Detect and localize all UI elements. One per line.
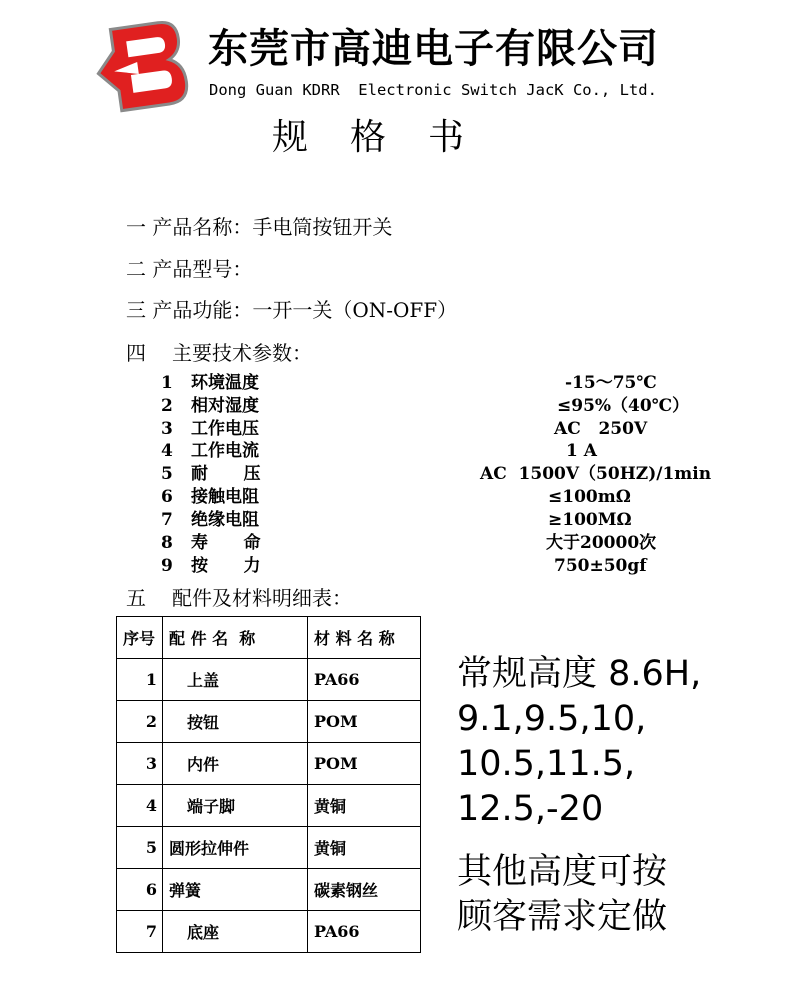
table-row bbox=[117, 785, 421, 827]
row-no: 3 bbox=[117, 743, 163, 785]
row-no: 5 bbox=[117, 827, 163, 869]
param-number: 4 bbox=[161, 441, 173, 461]
param-number: 1 bbox=[161, 373, 173, 393]
param-number: 3 bbox=[161, 419, 173, 439]
param-number: 9 bbox=[161, 556, 173, 576]
section-4-label: 主要技术参数： bbox=[172, 341, 312, 365]
param-number: 7 bbox=[161, 510, 173, 530]
table-header-row bbox=[117, 617, 421, 659]
param-row bbox=[0, 532, 805, 554]
row-part: 圆形拉伸件 bbox=[163, 827, 308, 869]
company-name-cn: 东莞市高迪电子有限公司 bbox=[208, 26, 659, 72]
param-row bbox=[0, 372, 805, 394]
header-material: 材 料 名 称 bbox=[308, 617, 421, 659]
param-value: AC 250V bbox=[554, 419, 648, 439]
table-row bbox=[117, 869, 421, 911]
document-title: 规格书 bbox=[272, 117, 507, 158]
table-row bbox=[117, 827, 421, 869]
param-row bbox=[0, 486, 805, 508]
section-5-number: 五 bbox=[126, 586, 146, 610]
header-part: 配 件 名 称 bbox=[163, 617, 308, 659]
param-row bbox=[0, 463, 805, 485]
row-part: 内件 bbox=[163, 743, 308, 785]
param-value: 750±50gf bbox=[554, 556, 647, 576]
param-row bbox=[0, 418, 805, 440]
row-part: 端子脚 bbox=[163, 785, 308, 827]
param-row bbox=[0, 395, 805, 417]
row-material: POM bbox=[308, 743, 421, 785]
row-material: POM bbox=[308, 701, 421, 743]
section-4-number: 四 bbox=[126, 341, 146, 365]
height-note: 常规高度 8.6H, 9.1,9.5,10, 10.5,11.5, 12.5,-20 bbox=[457, 654, 702, 829]
param-number: 5 bbox=[161, 464, 173, 484]
materials-table bbox=[116, 616, 421, 953]
param-number: 6 bbox=[161, 487, 173, 507]
param-value: ≥100MΩ bbox=[548, 510, 632, 530]
row-part: 弹簧 bbox=[163, 869, 308, 911]
param-name: 接触电阻 bbox=[191, 487, 259, 507]
param-name: 绝缘电阻 bbox=[191, 510, 259, 530]
row-part: 底座 bbox=[163, 911, 308, 953]
row-material: 黄铜 bbox=[308, 827, 421, 869]
table-row bbox=[117, 911, 421, 953]
param-name: 按 力 bbox=[191, 556, 261, 576]
section-product-name: 一 产品名称：手电筒按钮开关 bbox=[126, 215, 393, 239]
header-no: 序号 bbox=[117, 617, 163, 659]
param-row bbox=[0, 555, 805, 577]
param-value: 1 A bbox=[566, 441, 597, 461]
section-product-function: 三 产品功能：一开一关（ON-OFF） bbox=[126, 298, 458, 322]
company-logo-icon bbox=[86, 12, 190, 124]
company-name-en: Dong Guan KDRR Electronic Switch JacK Co., Ltd. bbox=[209, 81, 657, 99]
param-value: ≤100mΩ bbox=[548, 487, 631, 507]
param-number: 2 bbox=[161, 396, 173, 416]
param-value: ≤95%（40℃） bbox=[557, 396, 690, 416]
param-name: 环境温度 bbox=[191, 373, 259, 393]
param-value: -15～75℃ bbox=[565, 373, 657, 393]
param-name: 耐 压 bbox=[191, 464, 261, 484]
param-name: 相对湿度 bbox=[191, 396, 259, 416]
table-row bbox=[117, 659, 421, 701]
section-product-model: 二 产品型号： bbox=[126, 257, 253, 281]
param-row bbox=[0, 440, 805, 462]
param-value: 大于20000次 bbox=[546, 533, 657, 553]
row-part: 上盖 bbox=[163, 659, 308, 701]
param-row bbox=[0, 509, 805, 531]
param-name: 工作电流 bbox=[191, 441, 259, 461]
param-name: 工作电压 bbox=[191, 419, 259, 439]
table-row bbox=[117, 743, 421, 785]
table-row bbox=[117, 701, 421, 743]
row-no: 7 bbox=[117, 911, 163, 953]
row-material: 碳素钢丝 bbox=[308, 869, 421, 911]
row-material: PA66 bbox=[308, 659, 421, 701]
row-part: 按钮 bbox=[163, 701, 308, 743]
custom-note: 其他高度可按 顾客需求定做 bbox=[457, 852, 668, 937]
section-5-label: 配件及材料明细表： bbox=[172, 586, 352, 610]
row-material: 黄铜 bbox=[308, 785, 421, 827]
param-value: AC 1500V（50HZ)/1min bbox=[480, 464, 712, 484]
row-no: 6 bbox=[117, 869, 163, 911]
row-no: 1 bbox=[117, 659, 163, 701]
row-no: 4 bbox=[117, 785, 163, 827]
param-name: 寿 命 bbox=[191, 533, 261, 553]
param-number: 8 bbox=[161, 533, 173, 553]
row-material: PA66 bbox=[308, 911, 421, 953]
row-no: 2 bbox=[117, 701, 163, 743]
